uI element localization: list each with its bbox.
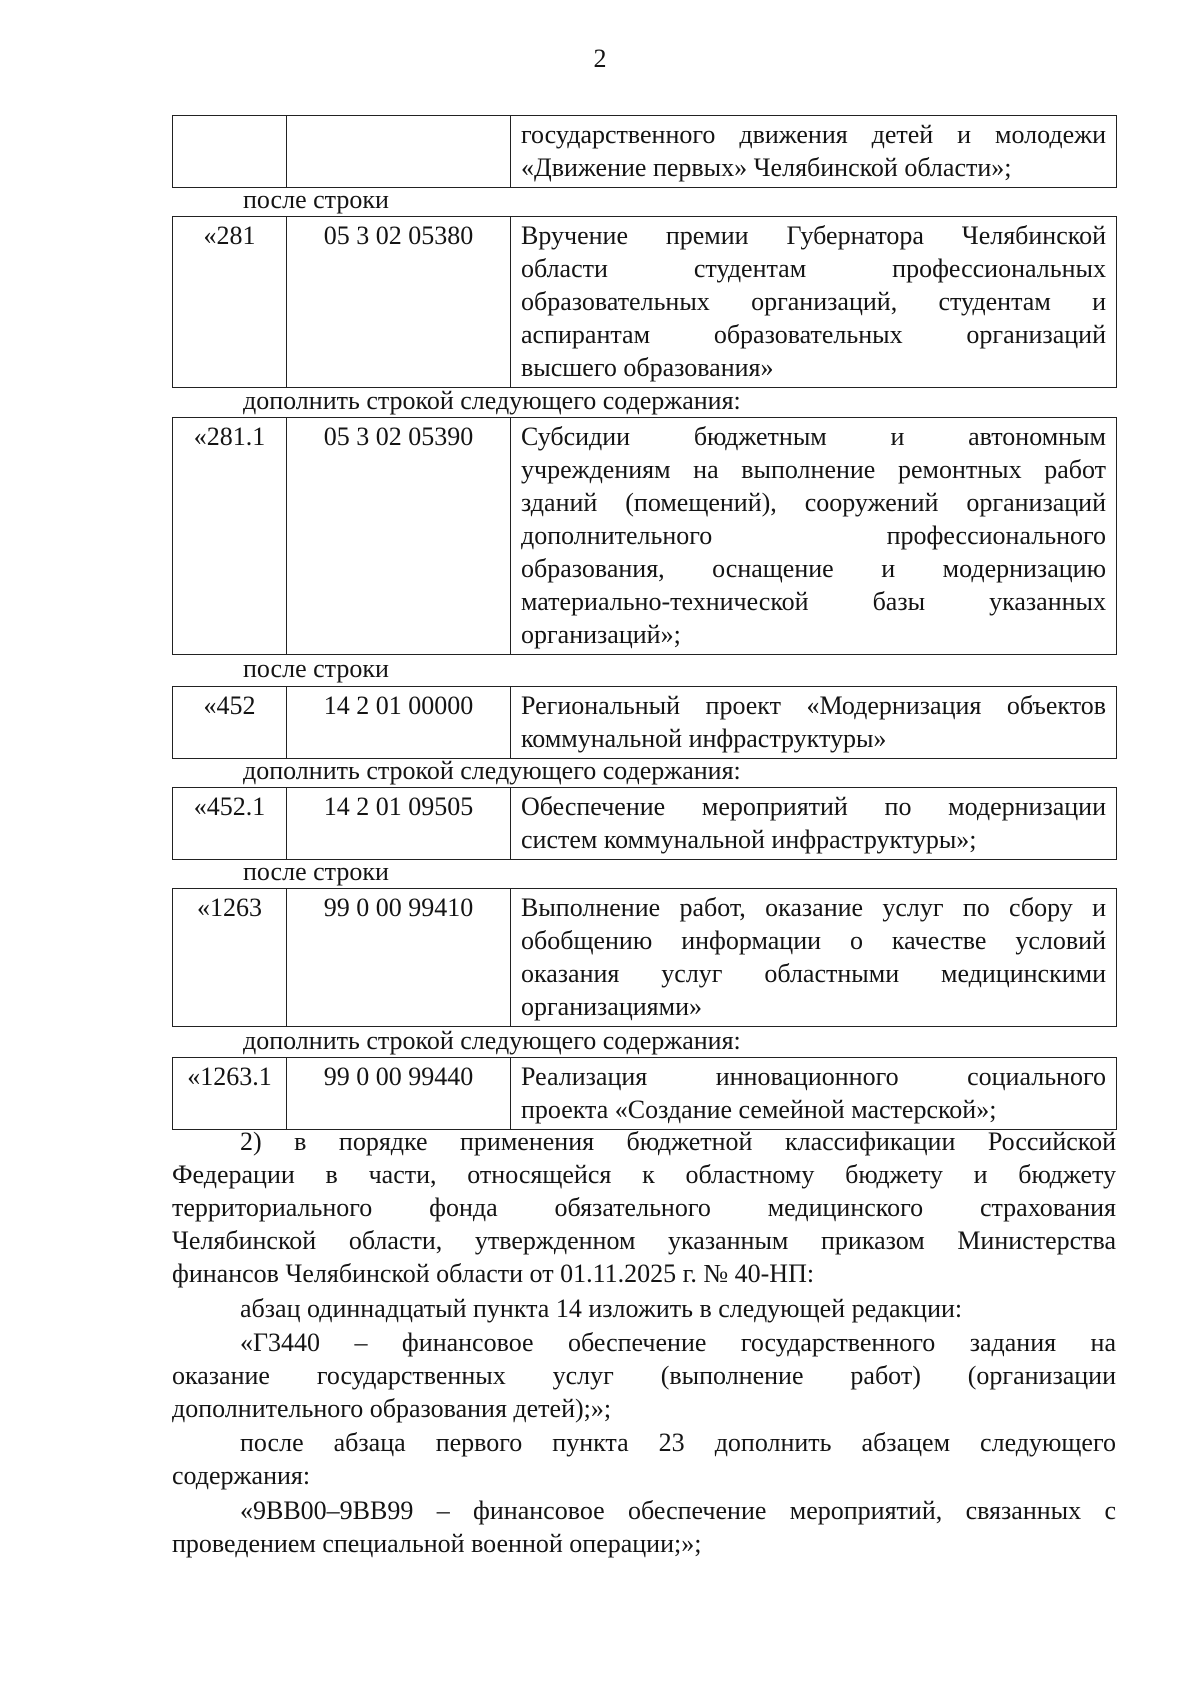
row-code: 99 0 00 99440 [287,1058,511,1130]
row-description: Обеспечение мероприятий по модернизации систем коммунальной инфраструктуры»; [511,788,1117,860]
table-row-281-1 [172,417,1117,655]
row-number [173,116,287,188]
label-add-row: дополнить строкой следующего содержания: [243,386,741,415]
label-add-row: дополнить строкой следующего содержания: [243,756,741,785]
table-row-0 [172,115,1117,188]
table-row-281 [172,216,1117,388]
row-description: Вручение премии Губернатора Челябинской области студентам профессиональных образовательных организаций, студентам и аспирантам образовательных организаций высшего образования» [511,217,1117,388]
row-code [287,116,511,188]
row-number: «281.1 [173,418,287,655]
row-description: государственного движения детей и молодежи «Движение первых» Челябинской области»; [511,116,1117,188]
table-row-1263 [172,888,1117,1027]
row-code: 14 2 01 00000 [287,687,511,759]
paragraph-instruction: абзац одиннадцатый пункта 14 изложить в следующей редакции: [240,1294,963,1323]
row-description: Региональный проект «Модернизация объектов коммунальной инфраструктуры» [511,687,1117,759]
row-description: Субсидии бюджетным и автономным учреждениям на выполнение ремонтных работ зданий (помещений), сооружений организаций дополнительного профессионального образования, оснащение и модернизацию материально-технической базы указанных организаций»; [511,418,1117,655]
row-code: 14 2 01 09505 [287,788,511,860]
row-description: Реализация инновационного социального проекта «Создание семейной мастерской»; [511,1058,1117,1130]
label-after-row: после строки [243,185,389,214]
table-row-452 [172,686,1117,759]
row-description: Выполнение работ, оказание услуг по сбору и обобщению информации о качестве условий оказания услуг областными медицинскими организациями» [511,889,1117,1027]
table-row-1263-1 [172,1057,1117,1130]
page-number: 2 [593,44,607,73]
row-number: «452.1 [173,788,287,860]
table-row-452-1 [172,787,1117,860]
label-after-row: после строки [243,857,389,886]
row-code: 05 3 02 05380 [287,217,511,388]
paragraph-instruction-23: после абзаца первого пункта 23 дополнить абзацем следующего содержания: [172,1428,1116,1490]
row-number: «1263 [173,889,287,1027]
row-code: 05 3 02 05390 [287,418,511,655]
paragraph-quote-9bb: «9ВВ00–9ВВ99 – финансовое обеспечение мероприятий, связанных с проведением специальной военной операции;»; [172,1496,1116,1558]
label-add-row: дополнить строкой следующего содержания: [243,1026,741,1055]
label-after-row: после строки [243,654,389,683]
paragraph-quote-g3440: «Г3440 – финансовое обеспечение государственного задания на оказание государственных услуг (выполнение работ) (организации дополнительного образования детей);»; [172,1328,1116,1423]
row-number: «452 [173,687,287,759]
row-number: «281 [173,217,287,388]
paragraph-item-2: 2) в порядке применения бюджетной классификации Российской Федерации в части, относящейся к областному бюджету и бюджету территориального фонда обязательного медицинского страхования Челябинской области, утвержденном указанным приказом Министерства финансов Челябинской области от 01.11.2025 г. № 40-НП: [172,1127,1116,1288]
row-number: «1263.1 [173,1058,287,1130]
row-code: 99 0 00 99410 [287,889,511,1027]
